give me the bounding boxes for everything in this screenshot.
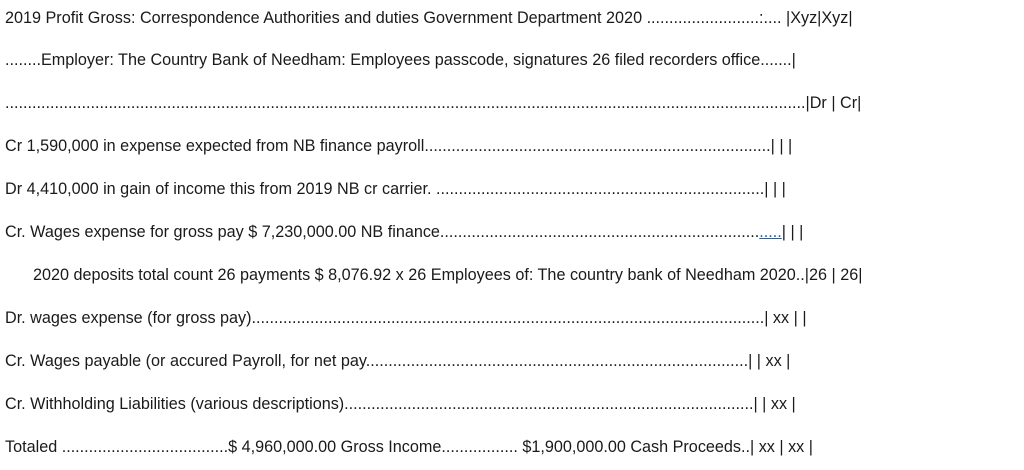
doc-line-6-tail: | | | bbox=[781, 223, 804, 241]
doc-line-2: ........Employer: The Country Bank of Needham: Employees passcode, signatures 26 filed recorders office.......| bbox=[5, 51, 796, 69]
doc-line-6-text: Cr. Wages expense for gross pay $ 7,230,000.00 NB finance....................................................................... bbox=[5, 223, 760, 241]
doc-line-4: Cr 1,590,000 in expense expected from NB finance payroll.............................................................................| | | bbox=[5, 137, 793, 155]
doc-line-10: Cr. Withholding Liabilities (various descriptions)...........................................................................................| | xx | bbox=[5, 395, 796, 413]
doc-line-3: ..................................................................................................................................................................................|Dr | Cr| bbox=[5, 94, 862, 112]
doc-line-7: 2020 deposits total count 26 payments $ 8,076.92 x 26 Employees of: The country bank of Needham 2020..|26 | 26| bbox=[33, 266, 863, 284]
doc-line-6 bbox=[5, 220, 1020, 244]
doc-line-1: 2019 Profit Gross: Correspondence Authorities and duties Government Department 2020 .........................:.... |Xyz|Xyz| bbox=[5, 9, 853, 27]
doc-line-9: Cr. Wages payable (or accured Payroll, for net pay.....................................................................................| | xx | bbox=[5, 352, 791, 370]
doc-line-8: Dr. wages expense (for gross pay)..................................................................................................................| xx | | bbox=[5, 309, 807, 327]
doc-line-5: Dr 4,410,000 in gain of income this from 2019 NB cr carrier. .........................................................................| | | bbox=[5, 180, 786, 198]
doc-line-11: Totaled .....................................$ 4,960,000.00 Gross Income................. $1,900,000.00 Cash Proceeds..| xx | xx | bbox=[5, 438, 813, 456]
hyperlink-dots[interactable]: ..... bbox=[759, 223, 782, 241]
